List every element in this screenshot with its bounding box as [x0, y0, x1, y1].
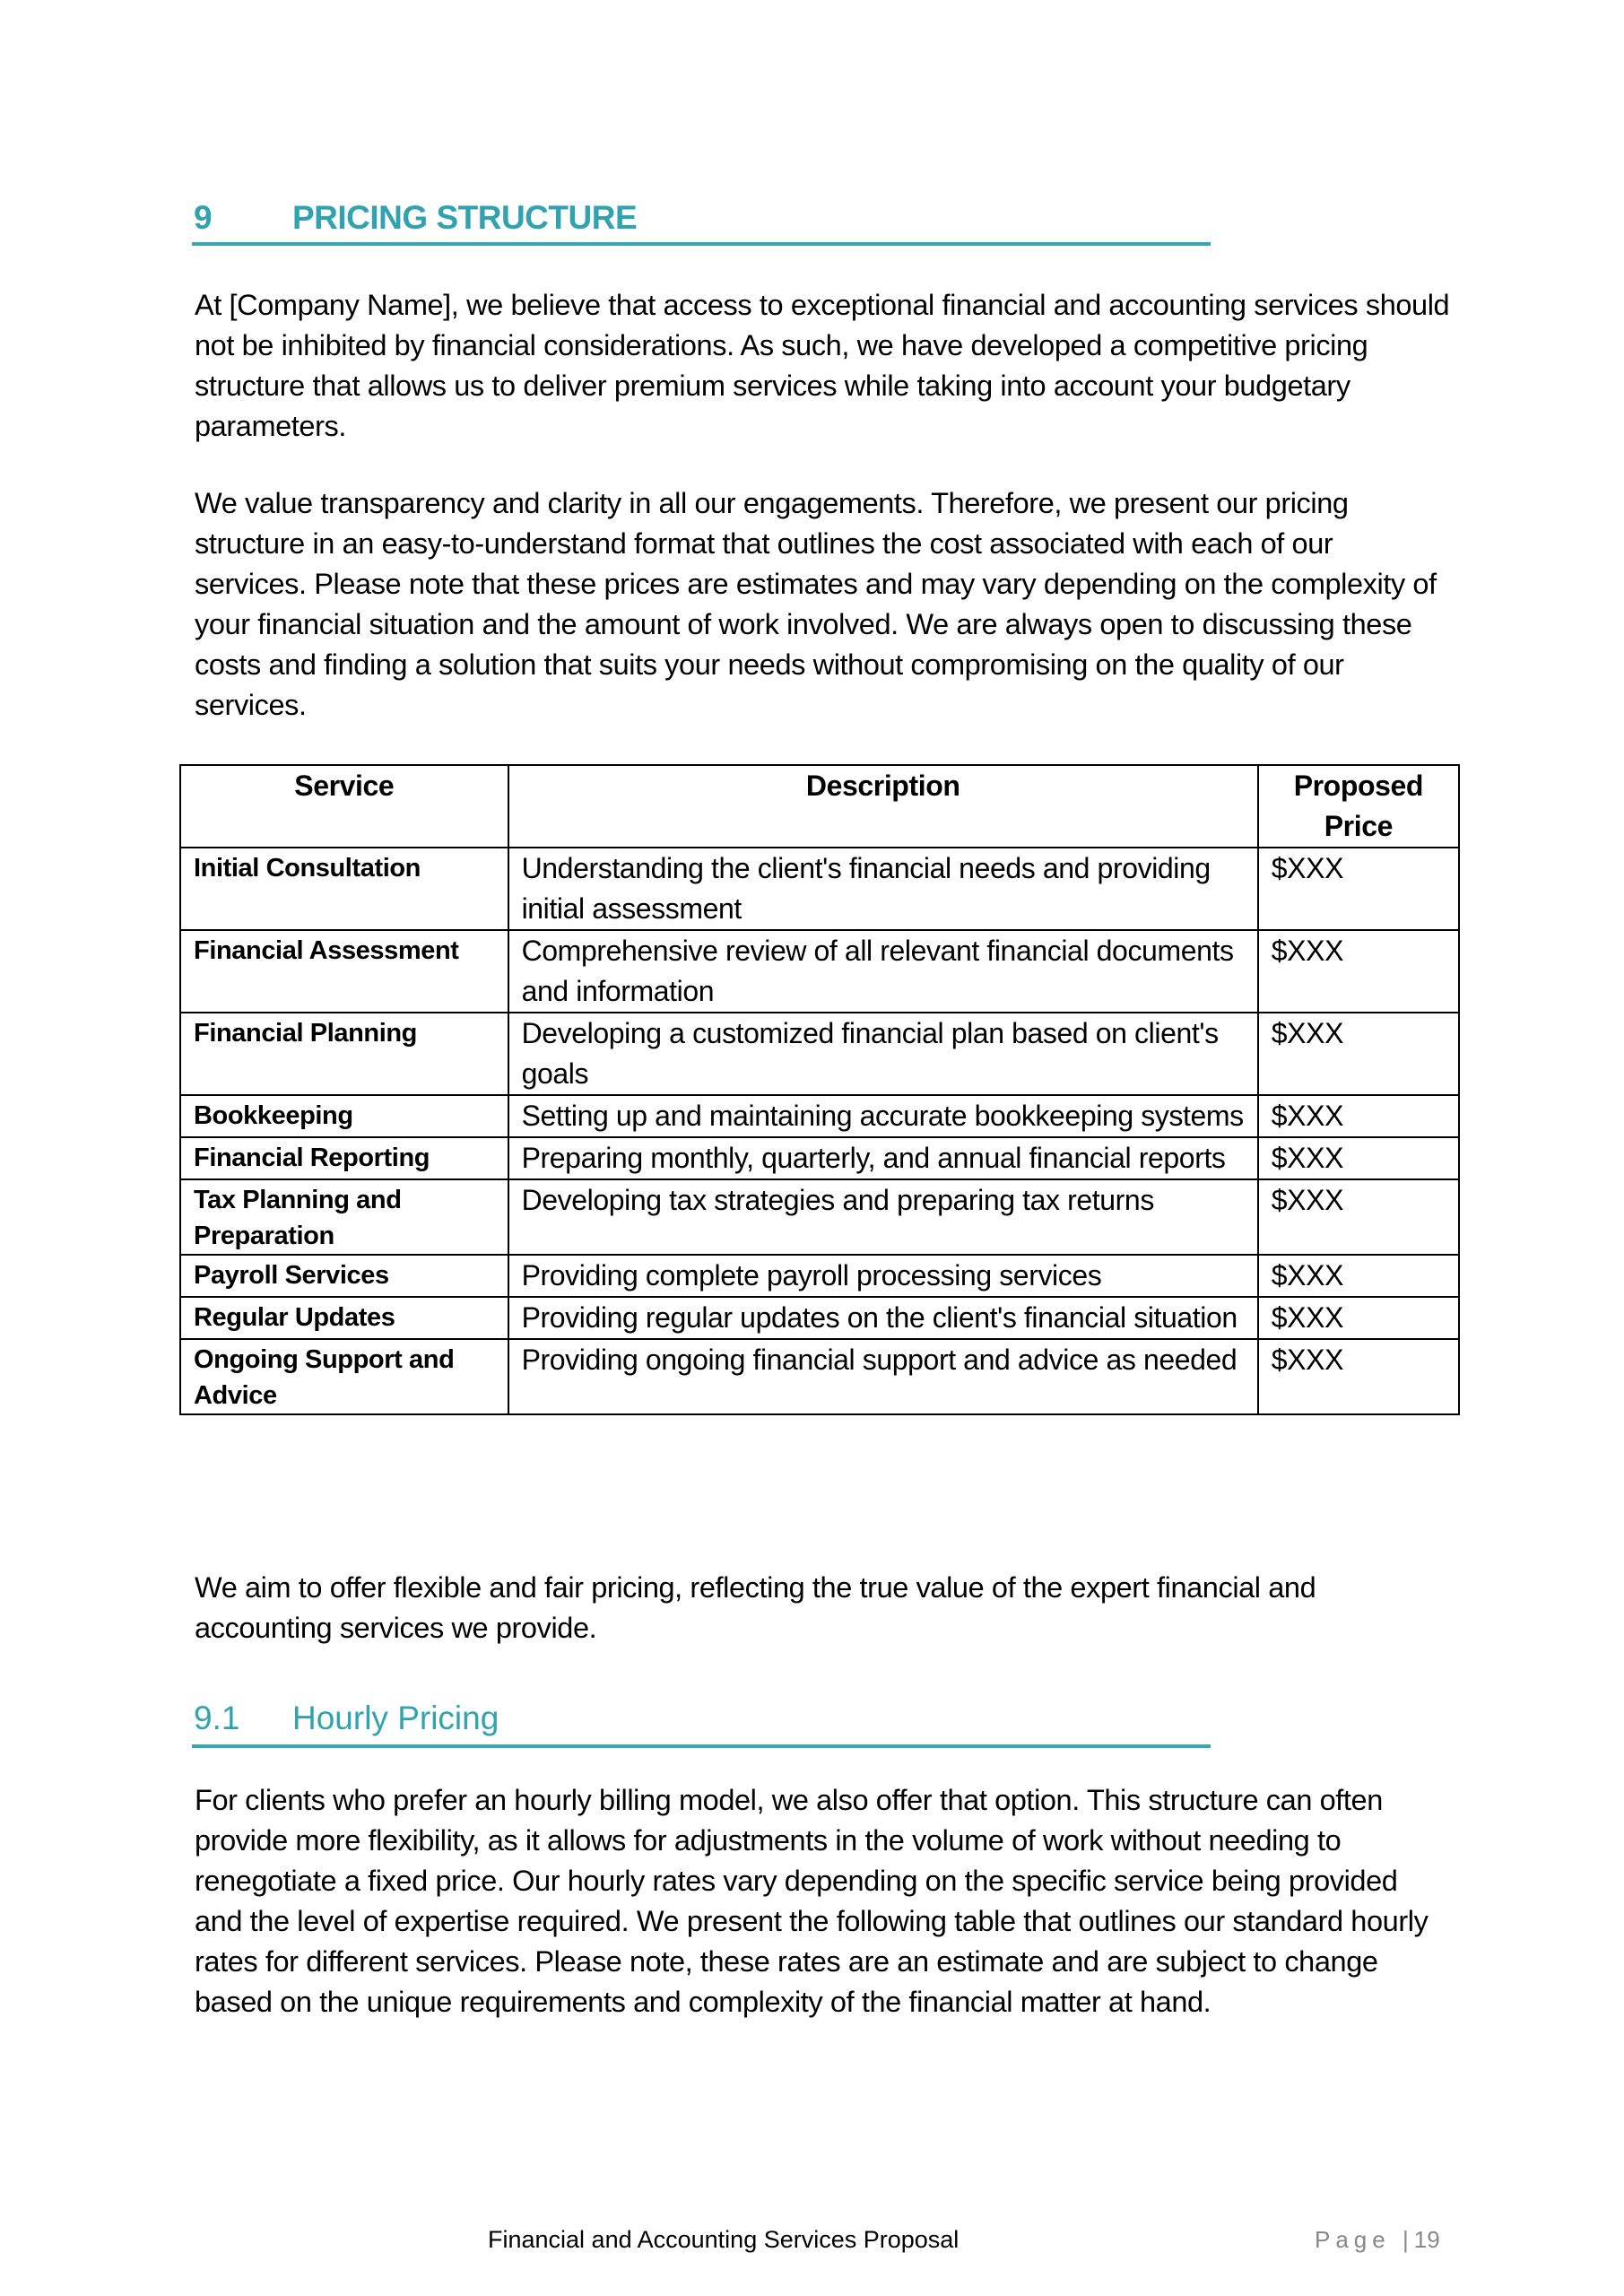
price-cell: $XXX [1258, 848, 1459, 930]
service-cell: Tax Planning and Preparation [180, 1179, 508, 1255]
table-header-row [180, 765, 1459, 848]
section-number: 9 [194, 199, 213, 236]
table-row [180, 848, 1459, 930]
description-cell: Providing ongoing financial support and advice as needed [508, 1339, 1258, 1414]
description-cell: Developing a customized financial plan based on client's goals [508, 1013, 1258, 1095]
header-price: Proposed Price [1258, 765, 1459, 848]
subsection-title: Hourly Pricing [292, 1700, 499, 1736]
closing-paragraph: We aim to offer flexible and fair pricing, reflecting the true value of the expert financial and accounting services we provide. [195, 1571, 1316, 1644]
subsection-number: 9.1 [194, 1700, 240, 1736]
table-row [180, 1255, 1459, 1297]
table-row [180, 1339, 1459, 1414]
intro-paragraph-2: We value transparency and clarity in all our engagements. Therefore, we present our pricing structure in an easy-to-understand format that outlines the cost associated with each of our services. Please note that these prices are estimates and may vary depending on the complexity of your financial situation and the amount of work involved. We are always open to discussing these costs and finding a solution that suits your needs without compromising on the quality of our services. [195, 487, 1437, 721]
price-cell: $XXX [1258, 1339, 1459, 1414]
service-cell: Ongoing Support and Advice [180, 1339, 508, 1414]
description-cell: Providing regular updates on the client's financial situation [508, 1297, 1258, 1339]
price-cell: $XXX [1258, 1137, 1459, 1179]
page-separator: | [1402, 2226, 1414, 2253]
table-row [180, 1013, 1459, 1095]
service-cell: Regular Updates [180, 1297, 508, 1339]
subsection-heading [192, 1698, 1211, 1748]
header-service: Service [180, 765, 508, 848]
table-row [180, 1095, 1459, 1137]
service-cell: Initial Consultation [180, 848, 508, 930]
price-cell: $XXX [1258, 1013, 1459, 1095]
service-cell: Bookkeeping [180, 1095, 508, 1137]
intro-paragraph-1: At [Company Name], we believe that access to exceptional financial and accounting services should not be inhibited by financial considerations. As such, we have developed a competitive pricing structure that allows us to deliver premium services while taking into account your budgetary parameters. [195, 289, 1450, 442]
price-cell: $XXX [1258, 1095, 1459, 1137]
price-cell: $XXX [1258, 1297, 1459, 1339]
table-row [180, 930, 1459, 1013]
section-heading [192, 196, 1211, 246]
page-number: 19 [1413, 2226, 1440, 2253]
price-cell: $XXX [1258, 1255, 1459, 1297]
description-cell: Understanding the client's financial needs and providing initial assessment [508, 848, 1258, 930]
description-cell: Developing tax strategies and preparing tax returns [508, 1179, 1258, 1255]
service-cell: Payroll Services [180, 1255, 508, 1297]
description-cell: Comprehensive review of all relevant financial documents and information [508, 930, 1258, 1013]
section-title: PRICING STRUCTURE [292, 199, 638, 236]
service-cell: Financial Planning [180, 1013, 508, 1095]
table-row [180, 1179, 1459, 1255]
description-cell: Providing complete payroll processing services [508, 1255, 1258, 1297]
description-cell: Setting up and maintaining accurate bookkeeping systems [508, 1095, 1258, 1137]
pricing-table [179, 764, 1460, 1415]
service-cell: Financial Assessment [180, 930, 508, 1013]
service-cell: Financial Reporting [180, 1137, 508, 1179]
table-row [180, 1137, 1459, 1179]
page-label: Page [1315, 2226, 1391, 2253]
header-description: Description [508, 765, 1258, 848]
footer-title: Financial and Accounting Services Proposal [488, 2226, 960, 2253]
price-cell: $XXX [1258, 930, 1459, 1013]
description-cell: Preparing monthly, quarterly, and annual financial reports [508, 1137, 1258, 1179]
price-cell: $XXX [1258, 1179, 1459, 1255]
hourly-paragraph: For clients who prefer an hourly billing model, we also offer that option. This structure can often provide more flexibility, as it allows for adjustments in the volume of work without needing to renegotiate a fixed price. Our hourly rates vary depending on the specific service being provided and the level of expertise required. We present the following table that outlines our standard hourly rates for different services. Please note, these rates are an estimate and are subject to change based on the unique requirements and complexity of the financial matter at hand. [195, 1784, 1429, 2018]
table-row [180, 1297, 1459, 1339]
footer-page-number [1315, 2226, 1440, 2254]
